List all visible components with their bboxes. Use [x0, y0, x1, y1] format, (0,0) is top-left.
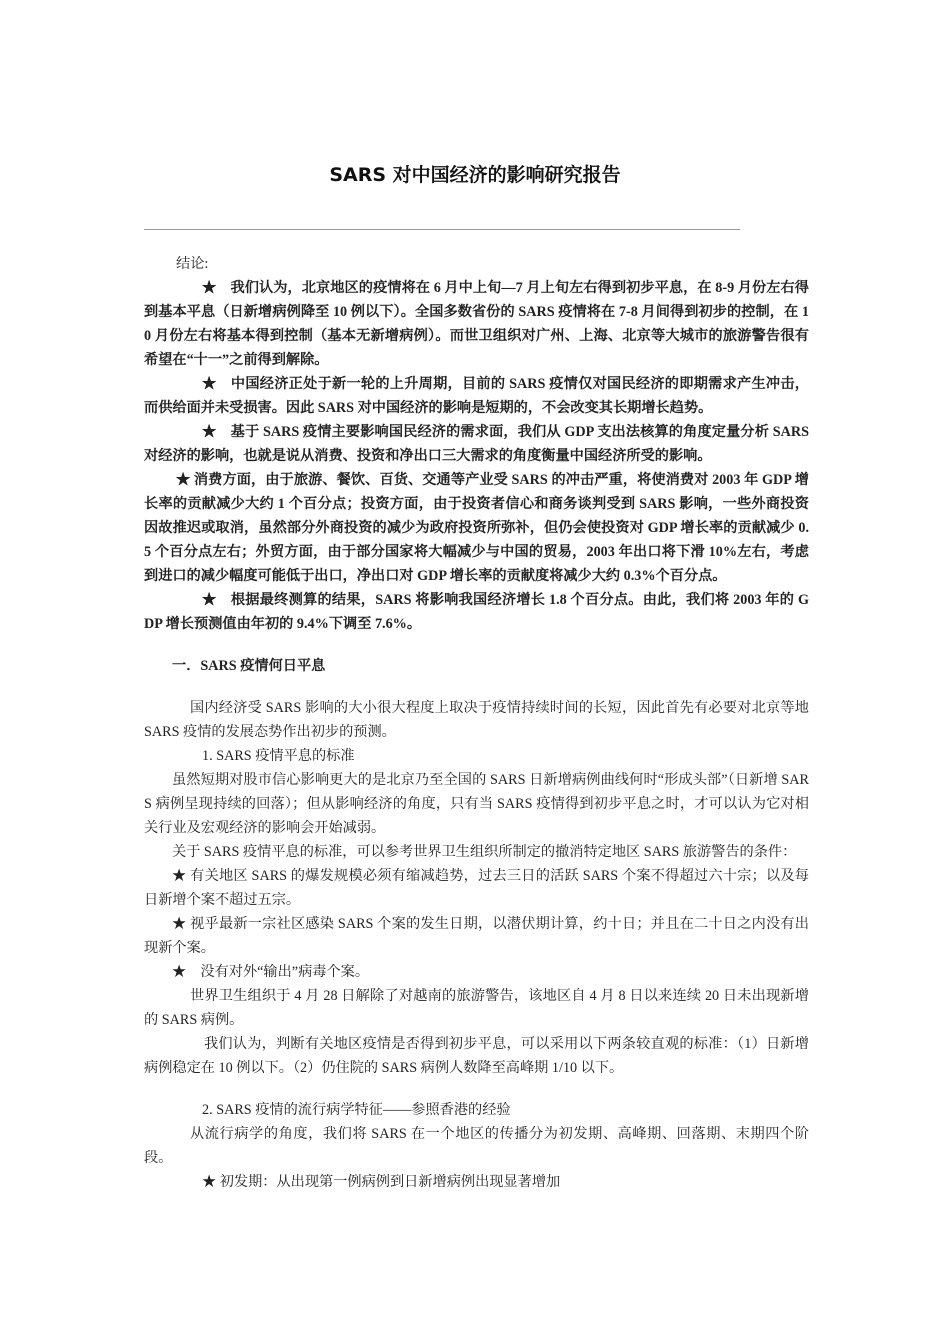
- body-paragraph: 关于 SARS 疫情平息的标准，可以参考世界卫生组织所制定的撤消特定地区 SARS 旅游警告的条件：: [172, 844, 797, 860]
- conclusion-paragraph-1: ★ 我们认为，北京地区的疫情将在 6 月中上旬—7 月上旬左右得到初步平息，在 8-9 月份左右得到基本平息（日新增病例降至 10 例以下）。全国多数省份的 SARS 疫情将在 7-8 月间得到初步的控制，在 10 月份左右将基本得到控制（基本无新增病例）。而世卫组织对广州、上海、北京等大城市的旅游警告很有希望在“十一”之前得到解除。: [144, 280, 809, 368]
- section-intro: 国内经济受 SARS 影响的大小很大程度上取决于疫情持续时间的长短，因此首先有必要对北京等地 SARS 疫情的发展态势作出初步的预测。: [144, 700, 809, 740]
- body-paragraph: 虽然短期对股市信心影响更大的是北京乃至全国的 SARS 日新增病例曲线何时“形成头部”（日新增 SARS 病例呈现持续的回落）；但从影响经济的角度，只有当 SARS 疫情得到初步平息之时，才可以认为它对相关行业及宏观经济的影响会开始减弱。: [144, 772, 809, 836]
- spacer: [144, 678, 809, 696]
- section-heading: 一．SARS 疫情何日平息: [172, 658, 326, 674]
- conclusion-paragraph-5: ★ 根据最终测算的结果，SARS 将影响我国经济增长 1.8 个百分点。由此，我们将 2003 年的 GDP 增长预测值由年初的 9.4%下调至 7.6%。: [144, 592, 809, 632]
- phase-item-1: ★ 初发期：从出现第一例病例到日新增病例出现显著增加: [202, 1174, 561, 1190]
- spacer: [144, 1080, 809, 1098]
- conclusion-paragraph-4: ★ 消费方面，由于旅游、餐饮、百货、交通等产业受 SARS 的冲击严重，将使消费对 2003 年 GDP 增长率的贡献减少大约 1 个百分点；投资方面，由于投资者信心和商务谈判受到 SARS 影响，一些外商投资因故推迟或取消，虽然部分外商投资的减少为政府投资所弥补，但仍会使投资对 GDP 增长率的贡献减少 0.5 个百分点左右；外贸方面，由于部分国家将大幅减少与中国的贸易，2003 年出口将下滑 10%左右，考虑到进口的减少幅度可能低于出口，净出口对 GDP 增长率的贡献度将减少大约 0.3%个百分点。: [144, 472, 809, 584]
- body-paragraph: 世界卫生组织于 4 月 28 日解除了对越南的旅游警告，该地区自 4 月 8 日以来连续 20 日未出现新增的 SARS 病例。: [144, 988, 809, 1028]
- criteria-item-2: ★ 视乎最新一宗社区感染 SARS 个案的发生日期，以潜伏期计算，约十日；并且在二十日之内没有出现新个案。: [144, 916, 809, 956]
- criteria-item-3: ★ 没有对外“输出”病毒个案。: [172, 964, 370, 980]
- page-title: SARS 对中国经济的影响研究报告: [329, 164, 621, 186]
- title-divider: [144, 229, 740, 230]
- criteria-item-1: ★ 有关地区 SARS 的爆发规模必须有缩减趋势，过去三日的活跃 SARS 个案不得超过六十宗；以及每日新增个案不超过五宗。: [144, 868, 809, 908]
- body-paragraph: 从流行病学的角度，我们将 SARS 在一个地区的传播分为初发期、高峰期、回落期、末期四个阶段。: [144, 1126, 809, 1166]
- spacer: [144, 636, 809, 654]
- conclusion-paragraph-2: ★ 中国经济正处于新一轮的上升周期，目前的 SARS 疫情仅对国民经济的即期需求产生冲击，而供给面并未受损害。因此 SARS 对中国经济的影响是短期的，不会改变其长期增长趋势。: [144, 376, 809, 416]
- body-paragraph: 我们认为，判断有关地区疫情是否得到初步平息，可以采用以下两条较直观的标准：（1）日新增病例稳定在 10 例以下。（2）仍住院的 SARS 病例人数降至高峰期 1/10 以下。: [144, 1036, 809, 1076]
- conclusion-paragraph-3: ★ 基于 SARS 疫情主要影响国民经济的需求面，我们从 GDP 支出法核算的角度定量分析 SARS 对经济的影响，也就是说从消费、投资和净出口三大需求的角度衡量中国经济所受的影响。: [144, 424, 809, 464]
- subsection-heading-2: 2. SARS 疫情的流行病学特征——参照香港的经验: [202, 1102, 511, 1118]
- document-body: [144, 252, 809, 1194]
- conclusion-label: 结论:: [176, 256, 209, 272]
- subsection-heading-1: 1. SARS 疫情平息的标准: [202, 748, 355, 764]
